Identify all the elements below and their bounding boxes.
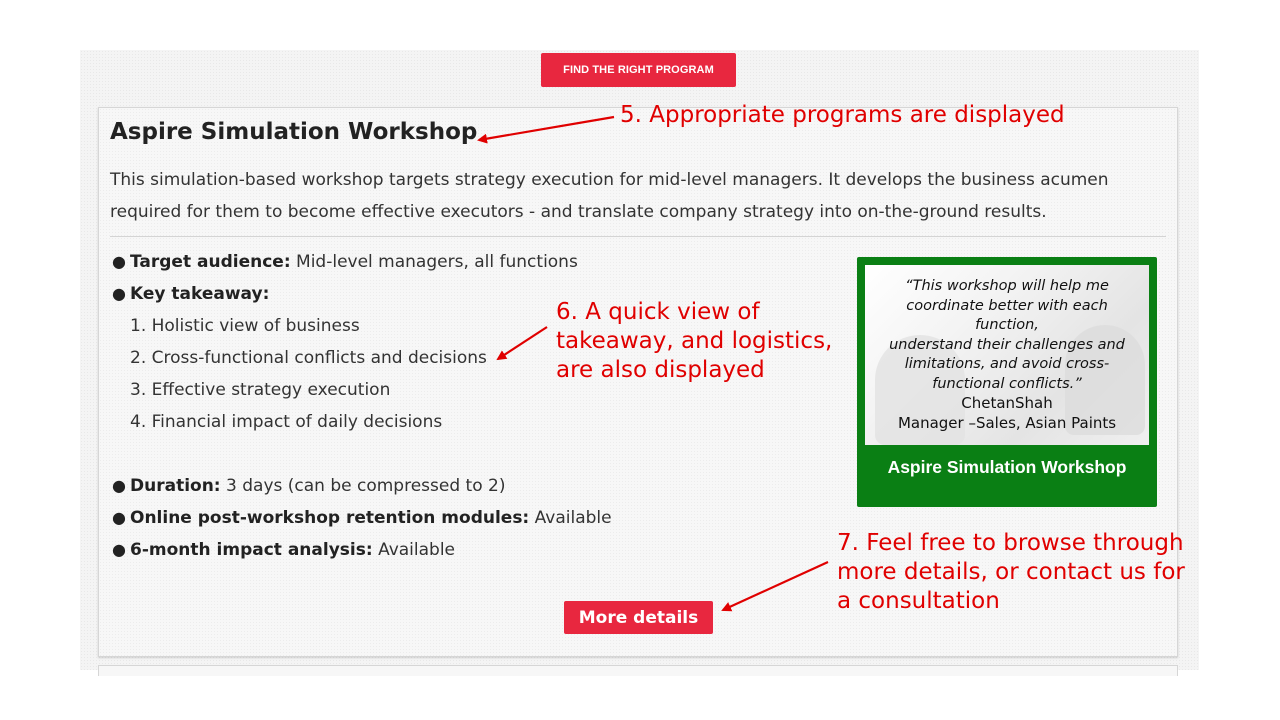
quote-line: coordinate better with each function,	[906, 297, 1108, 333]
testimonial-image	[865, 265, 1149, 445]
annotation-5: 5. Appropriate programs are displayed	[620, 102, 1065, 128]
bullet-icon: ●	[112, 284, 126, 303]
annotation-line: takeaway, and logistics,	[556, 328, 833, 354]
testimonial-caption: Aspire Simulation Workshop	[887, 457, 1127, 477]
target-audience-item	[112, 252, 578, 272]
retention-label: Online post-workshop retention modules:	[130, 508, 530, 528]
target-audience-label: Target audience:	[130, 252, 291, 272]
impact-analysis-item	[112, 540, 455, 560]
quote-line: understand their challenges and	[889, 336, 1125, 353]
testimonial-author	[865, 393, 1149, 433]
key-takeaway-item	[112, 284, 269, 304]
duration-label: Duration:	[130, 476, 221, 496]
bullet-icon: ●	[112, 252, 126, 271]
annotation-line: are also displayed	[556, 357, 765, 383]
annotation-line: 7. Feel free to browse through	[837, 530, 1184, 556]
next-program-card	[98, 665, 1178, 676]
testimonial-card[interactable]	[857, 257, 1157, 507]
bullet-icon: ●	[112, 540, 126, 559]
bullet-icon: ●	[112, 508, 126, 527]
bullet-icon: ●	[112, 476, 126, 495]
impact-analysis-label: 6-month impact analysis:	[130, 540, 373, 560]
retention-value: Available	[534, 508, 612, 528]
program-description: This simulation-based workshop targets strategy execution for mid-level managers. It develops the business acumen required for them to become effective executors - and translate company strategy into on-the-ground results.	[110, 170, 1109, 222]
takeaway-item: 2. Cross-functional conflicts and decisions	[130, 348, 487, 368]
quote-line: “This workshop will help me	[905, 278, 1109, 294]
duration-value: 3 days (can be compressed to 2)	[226, 476, 506, 496]
find-right-program-button[interactable]: FIND THE RIGHT PROGRAM	[541, 53, 736, 87]
divider	[110, 236, 1166, 237]
takeaway-item: 1. Holistic view of business	[130, 316, 360, 336]
impact-analysis-value: Available	[378, 540, 456, 560]
quote-line: functional conflicts.”	[932, 375, 1082, 392]
annotation-line: 6. A quick view of	[556, 299, 760, 325]
key-takeaway-label: Key takeaway:	[130, 284, 270, 304]
quote-line: limitations, and avoid cross-	[904, 356, 1110, 372]
takeaway-item: 4. Financial impact of daily decisions	[130, 412, 443, 432]
testimonial-quote	[865, 277, 1149, 394]
annotation-6	[556, 298, 832, 385]
more-details-button[interactable]: More details	[564, 601, 713, 634]
annotation-line: more details, or contact us for	[837, 559, 1185, 585]
duration-item	[112, 476, 505, 496]
target-audience-value: Mid-level managers, all functions	[296, 252, 578, 272]
takeaway-item: 3. Effective strategy execution	[130, 380, 391, 400]
annotation-7	[837, 529, 1185, 616]
author-title: Manager –Sales, Asian Paints	[897, 414, 1117, 432]
program-title: Aspire Simulation Workshop	[110, 119, 478, 145]
author-name: ChetanShah	[961, 394, 1053, 412]
retention-item	[112, 508, 612, 528]
annotation-line: a consultation	[837, 588, 1000, 614]
